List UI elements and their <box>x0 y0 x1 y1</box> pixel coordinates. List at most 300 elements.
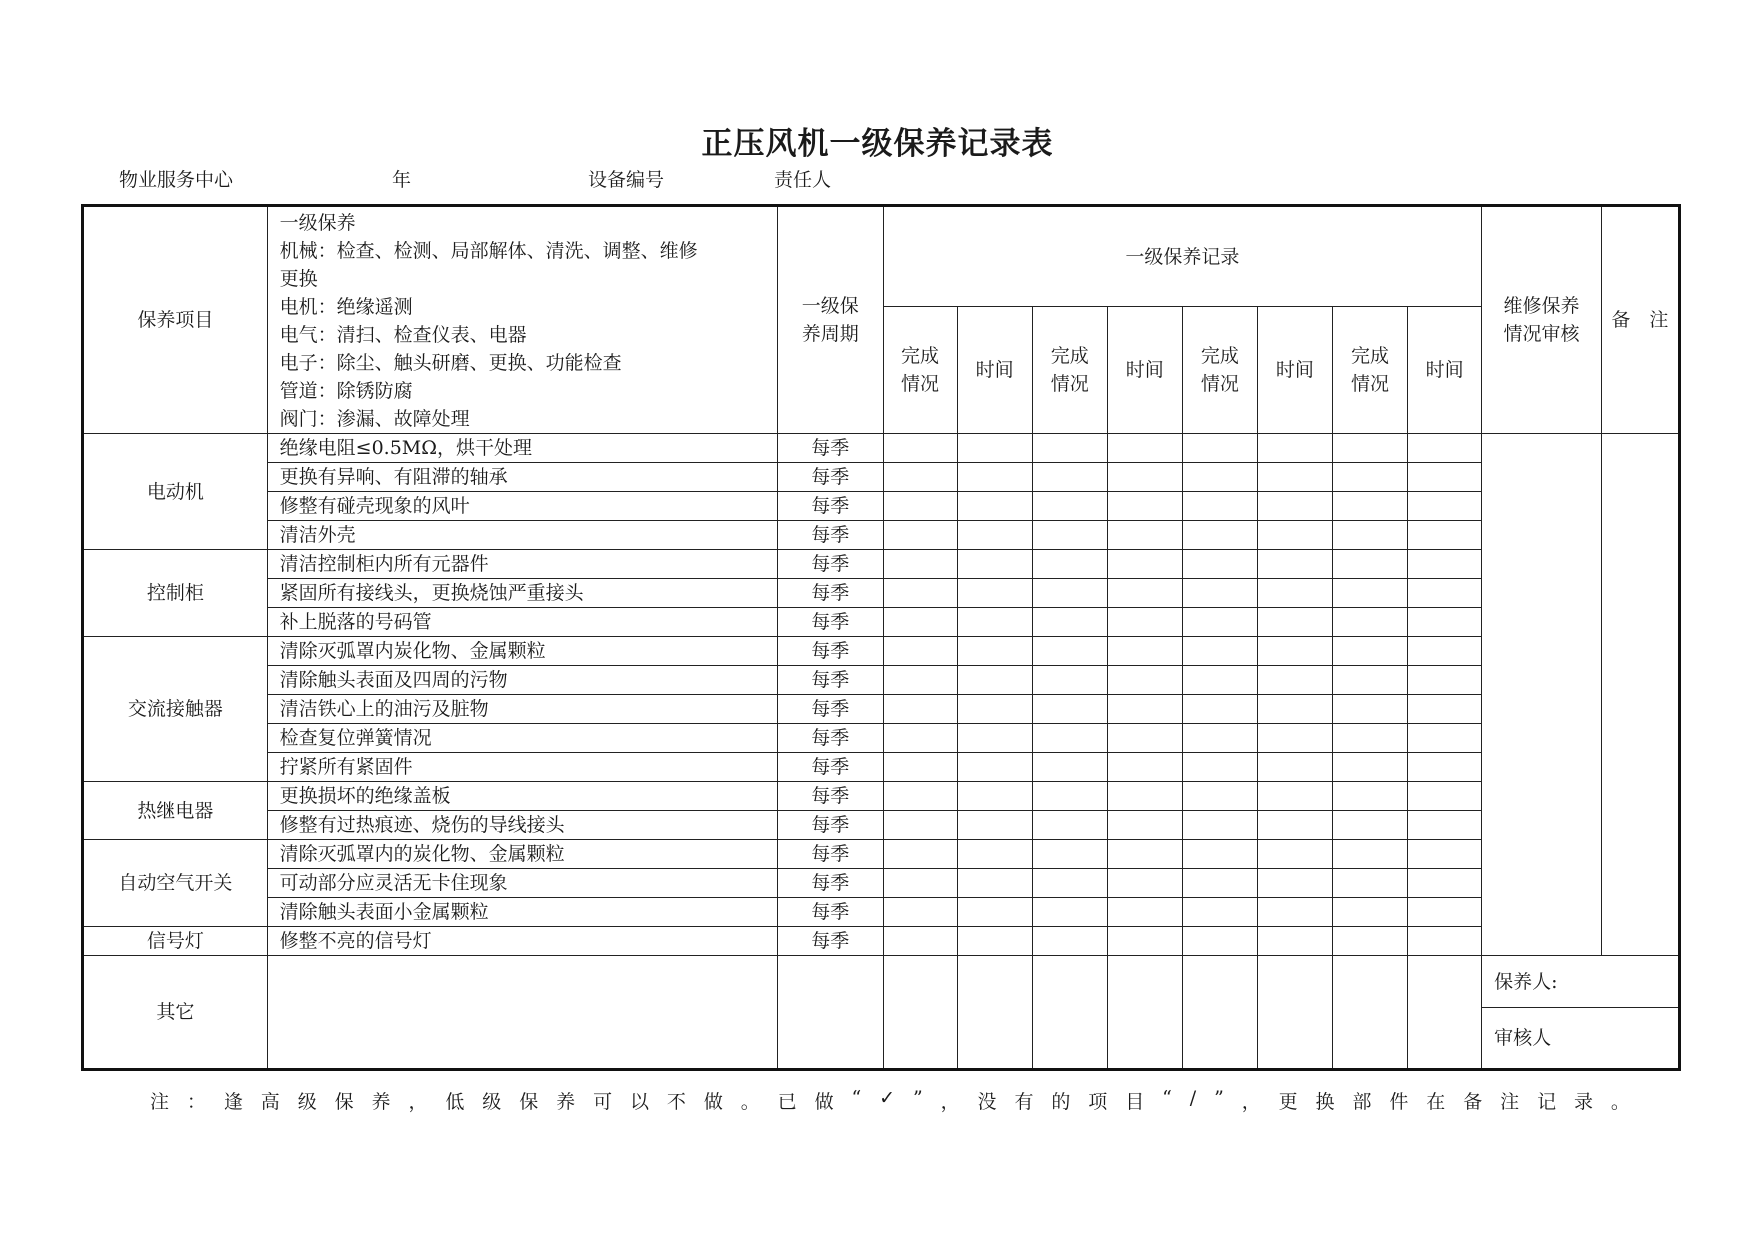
time-input-cell[interactable] <box>957 927 1032 956</box>
done-input-cell[interactable] <box>1332 753 1407 782</box>
done-input-cell[interactable] <box>1332 492 1407 521</box>
time-input-cell[interactable] <box>1408 753 1482 782</box>
done-input-cell[interactable] <box>1032 434 1107 463</box>
footnote-char: 注 <box>1500 1091 1520 1113</box>
done-input-cell[interactable] <box>1332 637 1407 666</box>
responsible-person-label: 责任人 <box>774 169 832 191</box>
done-input-cell[interactable] <box>1032 782 1107 811</box>
time-input-cell[interactable] <box>1408 492 1482 521</box>
footnote-char: 更 <box>1278 1091 1298 1113</box>
time-input-cell[interactable] <box>1408 521 1482 550</box>
header-done <box>1032 307 1107 434</box>
header-desc-line: 管道：除锈防腐 <box>279 380 413 402</box>
cycle-cell: 每季 <box>778 782 884 811</box>
header-done-line1: 完成 <box>1050 345 1089 368</box>
time-input-cell[interactable] <box>957 724 1032 753</box>
header-desc-line: 电气：清扫、检查仪表、电器 <box>279 324 527 346</box>
header-cycle <box>778 206 884 434</box>
done-input-cell[interactable] <box>1032 956 1107 1070</box>
time-input-cell[interactable] <box>1257 753 1332 782</box>
form-title: 正压风机一级保养记录表 <box>701 126 1054 162</box>
footnote-char: 目 <box>1125 1091 1145 1113</box>
done-input-cell[interactable] <box>1332 666 1407 695</box>
remark-cell[interactable] <box>1601 434 1679 956</box>
header-time: 时间 <box>1257 307 1332 434</box>
task-cell: 拧紧所有紧固件 <box>267 753 777 782</box>
time-input-cell[interactable] <box>1107 521 1182 550</box>
time-input-cell[interactable] <box>1107 840 1182 869</box>
time-input-cell[interactable] <box>957 782 1032 811</box>
done-input-cell[interactable] <box>1032 521 1107 550</box>
done-input-cell[interactable] <box>883 898 957 927</box>
task-cell: 补上脱落的号码管 <box>267 608 777 637</box>
header-time: 时间 <box>1107 307 1182 434</box>
done-input-cell[interactable] <box>1332 956 1407 1070</box>
time-input-cell[interactable] <box>1107 724 1182 753</box>
table-row <box>83 840 1680 869</box>
done-input-cell[interactable] <box>1182 666 1257 695</box>
done-input-cell[interactable] <box>883 927 957 956</box>
other-row <box>83 956 1680 1008</box>
footnote-char: 没 <box>977 1091 997 1113</box>
done-input-cell[interactable] <box>1182 463 1257 492</box>
footnote-char: ✓ <box>879 1087 896 1109</box>
done-input-cell[interactable] <box>1332 608 1407 637</box>
done-input-cell[interactable] <box>1332 840 1407 869</box>
footnote-char: 注 <box>150 1091 170 1113</box>
footnote-char: 保 <box>334 1091 354 1113</box>
done-input-cell[interactable] <box>1332 434 1407 463</box>
cycle-cell: 每季 <box>778 869 884 898</box>
done-input-cell[interactable] <box>1032 608 1107 637</box>
done-input-cell[interactable] <box>883 463 957 492</box>
table-row <box>83 608 1680 637</box>
time-input-cell[interactable] <box>1107 956 1182 1070</box>
task-cell: 更换有异响、有阻滞的轴承 <box>267 463 777 492</box>
header-done-line2: 情况 <box>1351 373 1390 396</box>
time-input-cell[interactable] <box>1107 898 1182 927</box>
footnote-char: 记 <box>1537 1091 1557 1113</box>
header-done <box>1182 307 1257 434</box>
done-input-cell[interactable] <box>1182 811 1257 840</box>
done-input-cell[interactable] <box>883 550 957 579</box>
cycle-cell: 每季 <box>778 695 884 724</box>
time-input-cell[interactable] <box>957 869 1032 898</box>
time-input-cell[interactable] <box>1257 434 1332 463</box>
footnote-char: “ <box>851 1087 862 1109</box>
done-input-cell[interactable] <box>883 521 957 550</box>
task-cell: 检查复位弹簧情况 <box>267 724 777 753</box>
task-cell: 更换损坏的绝缘盖板 <box>267 782 777 811</box>
header-desc-line: 机械：检查、检测、局部解体、清洗、调整、维修 <box>279 240 698 262</box>
done-input-cell[interactable] <box>883 666 957 695</box>
maintainer-signature[interactable]: 保养人: <box>1482 956 1680 1008</box>
time-input-cell[interactable] <box>1107 695 1182 724</box>
footnote-char: 件 <box>1389 1091 1409 1113</box>
group-name: 控制柜 <box>83 550 268 637</box>
group-name: 交流接触器 <box>83 637 268 782</box>
table-row <box>83 550 1680 579</box>
footnote-char: 做 <box>814 1091 834 1113</box>
time-input-cell[interactable] <box>1408 956 1482 1070</box>
footnote-char: 项 <box>1088 1091 1108 1113</box>
header-time: 时间 <box>1408 307 1482 434</box>
done-input-cell[interactable] <box>883 434 957 463</box>
header-desc-line: 电子：除尘、触头研磨、更换、功能检查 <box>279 352 622 374</box>
footnote-char: 不 <box>666 1091 686 1113</box>
table-row <box>83 927 1680 956</box>
task-cell: 清除触头表面小金属颗粒 <box>267 898 777 927</box>
time-input-cell[interactable] <box>957 521 1032 550</box>
time-input-cell[interactable] <box>1257 927 1332 956</box>
footnote-char: 低 <box>445 1091 465 1113</box>
done-input-cell[interactable] <box>1332 724 1407 753</box>
group-name: 自动空气开关 <box>83 840 268 927</box>
cycle-cell: 每季 <box>778 753 884 782</box>
maintenance-record-table <box>81 204 1681 1071</box>
done-input-cell[interactable] <box>1182 724 1257 753</box>
time-input-cell[interactable] <box>1107 608 1182 637</box>
time-input-cell[interactable] <box>1257 550 1332 579</box>
header-desc-line: 电机：绝缘遥测 <box>279 296 413 318</box>
time-input-cell[interactable] <box>1257 492 1332 521</box>
cycle-cell: 每季 <box>778 724 884 753</box>
footnote-char: 换 <box>1315 1091 1335 1113</box>
footnote-char: 录 <box>1573 1091 1593 1113</box>
footnote-char: 级 <box>482 1091 502 1113</box>
footnote-char: 在 <box>1426 1091 1446 1113</box>
reviewer-signature[interactable]: 审核人 <box>1482 1008 1680 1070</box>
table-row <box>83 898 1680 927</box>
header-remark: 备 注 <box>1601 206 1679 434</box>
footnote-char: 的 <box>1051 1091 1071 1113</box>
done-input-cell[interactable] <box>1182 956 1257 1070</box>
task-cell: 绝缘电阻≤0.5MΩ，烘干处理 <box>267 434 777 463</box>
done-input-cell[interactable] <box>883 492 957 521</box>
header-review-line1: 维修保养 <box>1503 295 1580 317</box>
cycle-cell: 每季 <box>778 550 884 579</box>
done-input-cell[interactable] <box>1182 782 1257 811</box>
cycle-cell: 每季 <box>778 608 884 637</box>
done-input-cell[interactable] <box>1182 753 1257 782</box>
done-input-cell[interactable] <box>1332 550 1407 579</box>
other-cycle-cell[interactable] <box>778 956 884 1070</box>
done-input-cell[interactable] <box>1182 898 1257 927</box>
cycle-cell: 每季 <box>778 840 884 869</box>
header-done-line1: 完成 <box>901 345 940 368</box>
footnote-char: 有 <box>1014 1091 1034 1113</box>
done-input-cell[interactable] <box>1182 579 1257 608</box>
done-input-cell[interactable] <box>883 782 957 811</box>
done-input-cell[interactable] <box>1332 521 1407 550</box>
time-input-cell[interactable] <box>1107 666 1182 695</box>
done-input-cell[interactable] <box>883 869 957 898</box>
done-input-cell[interactable] <box>1332 782 1407 811</box>
done-input-cell[interactable] <box>883 724 957 753</box>
time-input-cell[interactable] <box>1408 637 1482 666</box>
header-desc-line: 阀门：渗漏、故障处理 <box>279 408 470 430</box>
done-input-cell[interactable] <box>1032 579 1107 608</box>
done-input-cell[interactable] <box>1032 695 1107 724</box>
done-input-cell[interactable] <box>1032 550 1107 579</box>
done-input-cell[interactable] <box>883 753 957 782</box>
time-input-cell[interactable] <box>1257 695 1332 724</box>
cycle-cell: 每季 <box>778 434 884 463</box>
time-input-cell[interactable] <box>957 608 1032 637</box>
table-row <box>83 782 1680 811</box>
footnote-char: 以 <box>629 1091 649 1113</box>
time-input-cell[interactable] <box>1408 608 1482 637</box>
task-cell: 清洁外壳 <box>267 521 777 550</box>
done-input-cell[interactable] <box>1182 695 1257 724</box>
header-time: 时间 <box>957 307 1032 434</box>
header-cycle-line1: 一级保 <box>801 295 859 317</box>
done-input-cell[interactable] <box>1332 811 1407 840</box>
footnote-char: 高 <box>260 1091 280 1113</box>
done-input-cell[interactable] <box>1182 927 1257 956</box>
done-input-cell[interactable] <box>1032 869 1107 898</box>
footnote-char: ” <box>1214 1087 1224 1109</box>
footnote-char: 已 <box>777 1091 797 1113</box>
done-input-cell[interactable] <box>1332 695 1407 724</box>
time-input-cell[interactable] <box>1257 579 1332 608</box>
group-name: 热继电器 <box>83 782 268 840</box>
header-done-line2: 情况 <box>1050 373 1089 396</box>
review-cell[interactable] <box>1482 434 1602 956</box>
time-input-cell[interactable] <box>1408 695 1482 724</box>
time-input-cell[interactable] <box>1107 492 1182 521</box>
footnote-char: / <box>1189 1087 1197 1109</box>
header-description <box>267 206 777 434</box>
table-row <box>83 579 1680 608</box>
year-label: 年 <box>392 169 412 191</box>
footnote-char: ” <box>912 1087 923 1109</box>
time-input-cell[interactable] <box>1257 956 1332 1070</box>
done-input-cell[interactable] <box>883 811 957 840</box>
cycle-cell: 每季 <box>778 927 884 956</box>
table-row <box>83 492 1680 521</box>
time-input-cell[interactable] <box>957 753 1032 782</box>
task-cell: 清除灭弧罩内炭化物、金属颗粒 <box>267 637 777 666</box>
done-input-cell[interactable] <box>883 608 957 637</box>
done-input-cell[interactable] <box>1032 811 1107 840</box>
time-input-cell[interactable] <box>1107 927 1182 956</box>
time-input-cell[interactable] <box>1408 724 1482 753</box>
footnote-char: 级 <box>297 1091 317 1113</box>
header-done-line1: 完成 <box>1200 345 1239 368</box>
done-input-cell[interactable] <box>1032 753 1107 782</box>
task-cell: 可动部分应灵活无卡住现象 <box>267 869 777 898</box>
table-row <box>83 753 1680 782</box>
cycle-cell: 每季 <box>778 898 884 927</box>
time-input-cell[interactable] <box>1107 463 1182 492</box>
done-input-cell[interactable] <box>1032 724 1107 753</box>
done-input-cell[interactable] <box>1182 608 1257 637</box>
equipment-number-label: 设备编号 <box>588 169 665 191</box>
done-input-cell[interactable] <box>1032 927 1107 956</box>
cycle-cell: 每季 <box>778 492 884 521</box>
time-input-cell[interactable] <box>957 898 1032 927</box>
task-cell: 紧固所有接线头，更换烧蚀严重接头 <box>267 579 777 608</box>
table-row <box>83 811 1680 840</box>
table-row <box>83 434 1680 463</box>
done-input-cell[interactable] <box>1032 898 1107 927</box>
done-input-cell[interactable] <box>883 637 957 666</box>
cycle-cell: 每季 <box>778 811 884 840</box>
other-label: 其它 <box>83 956 268 1070</box>
time-input-cell[interactable] <box>1257 898 1332 927</box>
time-input-cell[interactable] <box>1408 927 1482 956</box>
cycle-cell: 每季 <box>778 666 884 695</box>
time-input-cell[interactable] <box>1107 869 1182 898</box>
time-input-cell[interactable] <box>1107 753 1182 782</box>
header-done-line2: 情况 <box>1200 373 1239 396</box>
done-input-cell[interactable] <box>1332 463 1407 492</box>
done-input-cell[interactable] <box>883 840 957 869</box>
time-input-cell[interactable] <box>1257 521 1332 550</box>
cycle-cell: 每季 <box>778 579 884 608</box>
table-row <box>83 521 1680 550</box>
footnote-char: ， <box>408 1091 428 1113</box>
time-input-cell[interactable] <box>1107 782 1182 811</box>
done-input-cell[interactable] <box>1182 550 1257 579</box>
table-row <box>83 695 1680 724</box>
task-cell: 清除触头表面及四周的污物 <box>267 666 777 695</box>
footnote-char: 部 <box>1352 1091 1372 1113</box>
time-input-cell[interactable] <box>1257 724 1332 753</box>
time-input-cell[interactable] <box>1107 550 1182 579</box>
done-input-cell[interactable] <box>1182 434 1257 463</box>
footnote-char: 逢 <box>223 1091 243 1113</box>
done-input-cell[interactable] <box>1332 869 1407 898</box>
task-cell: 修整有碰壳现象的风叶 <box>267 492 777 521</box>
footnote-char: ： <box>186 1091 206 1113</box>
footnote-char: 养 <box>371 1091 391 1113</box>
task-cell: 清洁控制柜内所有元器件 <box>267 550 777 579</box>
header-review-line2: 情况审核 <box>1503 323 1580 345</box>
time-input-cell[interactable] <box>957 666 1032 695</box>
header-done-line1: 完成 <box>1351 345 1390 368</box>
header-record: 一级保养记录 <box>883 206 1482 307</box>
time-input-cell[interactable] <box>1107 434 1182 463</box>
header-review <box>1482 206 1602 434</box>
table-row <box>83 637 1680 666</box>
time-input-cell[interactable] <box>1257 666 1332 695</box>
time-input-cell[interactable] <box>957 550 1032 579</box>
header-desc-line: 一级保养 <box>279 212 356 234</box>
cycle-cell: 每季 <box>778 521 884 550</box>
time-input-cell[interactable] <box>957 840 1032 869</box>
group-name: 信号灯 <box>83 927 268 956</box>
footnote-char: 可 <box>593 1091 613 1113</box>
header-desc-line: 更换 <box>279 268 318 290</box>
time-input-cell[interactable] <box>1257 811 1332 840</box>
done-input-cell[interactable] <box>1032 666 1107 695</box>
time-input-cell[interactable] <box>1257 840 1332 869</box>
footnote-char: “ <box>1162 1087 1172 1109</box>
footnote-char: ， <box>1241 1091 1261 1113</box>
task-cell: 清除灭弧罩内的炭化物、金属颗粒 <box>267 840 777 869</box>
task-cell: 清洁铁心上的油污及脏物 <box>267 695 777 724</box>
time-input-cell[interactable] <box>1408 782 1482 811</box>
time-input-cell[interactable] <box>1257 463 1332 492</box>
time-input-cell[interactable] <box>1408 463 1482 492</box>
done-input-cell[interactable] <box>883 579 957 608</box>
done-input-cell[interactable] <box>1182 840 1257 869</box>
footnote-char: ， <box>940 1091 960 1113</box>
time-input-cell[interactable] <box>1257 869 1332 898</box>
time-input-cell[interactable] <box>1107 637 1182 666</box>
time-input-cell[interactable] <box>1107 811 1182 840</box>
time-input-cell[interactable] <box>1107 579 1182 608</box>
header-item: 保养项目 <box>83 206 268 434</box>
footnote <box>150 1087 1630 1114</box>
done-input-cell[interactable] <box>883 695 957 724</box>
time-input-cell[interactable] <box>1408 434 1482 463</box>
group-name: 电动机 <box>83 434 268 550</box>
header-done-line2: 情况 <box>901 373 940 396</box>
table-row <box>83 463 1680 492</box>
time-input-cell[interactable] <box>957 579 1032 608</box>
time-input-cell[interactable] <box>1408 666 1482 695</box>
time-input-cell[interactable] <box>1408 898 1482 927</box>
time-input-cell[interactable] <box>957 492 1032 521</box>
time-input-cell[interactable] <box>957 463 1032 492</box>
done-input-cell[interactable] <box>1332 898 1407 927</box>
time-input-cell[interactable] <box>957 956 1032 1070</box>
done-input-cell[interactable] <box>1032 492 1107 521</box>
header-done <box>1332 307 1407 434</box>
cycle-cell: 每季 <box>778 637 884 666</box>
done-input-cell[interactable] <box>1032 637 1107 666</box>
table-row <box>83 724 1680 753</box>
task-cell: 修整有过热痕迹、烧伤的导线接头 <box>267 811 777 840</box>
done-input-cell[interactable] <box>1182 637 1257 666</box>
other-description-cell[interactable] <box>267 956 777 1070</box>
header-cycle-line2: 养周期 <box>801 323 859 345</box>
done-input-cell[interactable] <box>883 956 957 1070</box>
footnote-char: 。 <box>740 1091 760 1113</box>
cycle-cell: 每季 <box>778 463 884 492</box>
time-input-cell[interactable] <box>1408 840 1482 869</box>
table-row <box>83 869 1680 898</box>
time-input-cell[interactable] <box>957 434 1032 463</box>
done-input-cell[interactable] <box>1032 463 1107 492</box>
table-row <box>83 666 1680 695</box>
footnote-char: 。 <box>1610 1091 1630 1113</box>
time-input-cell[interactable] <box>957 637 1032 666</box>
time-input-cell[interactable] <box>1408 579 1482 608</box>
time-input-cell[interactable] <box>1257 782 1332 811</box>
time-input-cell[interactable] <box>1257 608 1332 637</box>
done-input-cell[interactable] <box>1332 927 1407 956</box>
time-input-cell[interactable] <box>957 811 1032 840</box>
footnote-char: 保 <box>519 1091 539 1113</box>
time-input-cell[interactable] <box>1408 550 1482 579</box>
done-input-cell[interactable] <box>1032 840 1107 869</box>
time-input-cell[interactable] <box>957 695 1032 724</box>
footnote-char: 备 <box>1463 1091 1483 1113</box>
header-done <box>883 307 957 434</box>
done-input-cell[interactable] <box>1332 579 1407 608</box>
done-input-cell[interactable] <box>1182 492 1257 521</box>
time-input-cell[interactable] <box>1408 869 1482 898</box>
done-input-cell[interactable] <box>1182 869 1257 898</box>
time-input-cell[interactable] <box>1257 637 1332 666</box>
time-input-cell[interactable] <box>1408 811 1482 840</box>
task-cell: 修整不亮的信号灯 <box>267 927 777 956</box>
done-input-cell[interactable] <box>1182 521 1257 550</box>
